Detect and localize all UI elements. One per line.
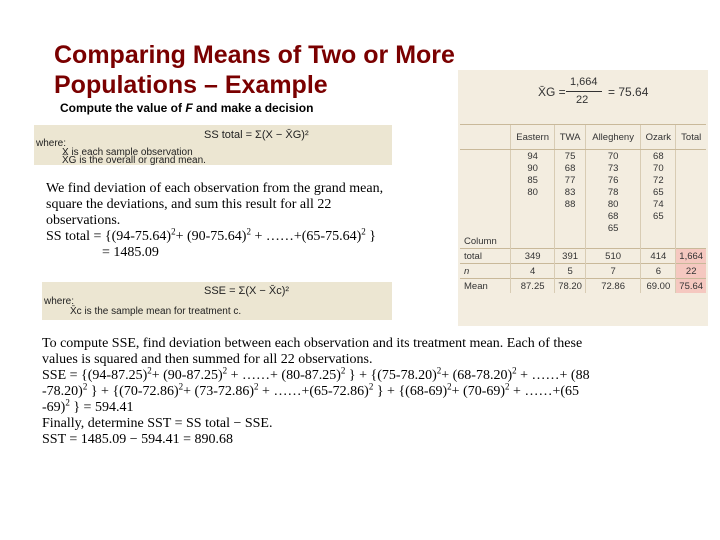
table-cell: 80 [511, 186, 555, 198]
eq-part: } + {(70-72.86) [87, 384, 179, 399]
table-cell [460, 174, 511, 186]
table-cell [555, 210, 586, 222]
sst-result: SST = 1485.09 − 594.41 = 890.68 [42, 432, 234, 447]
definition-grand-mean: X̄G is the overall or grand mean. [62, 155, 206, 166]
table-cell: 65 [641, 186, 676, 198]
table-cell: Mean [460, 279, 511, 294]
table-cell [460, 222, 511, 234]
table-cell: 70 [641, 162, 676, 174]
eq-exponent: 2 [340, 365, 346, 376]
table-cell [511, 222, 555, 234]
table-header: Eastern [511, 125, 555, 150]
table-cell: 1,664 [676, 249, 706, 264]
ss-total-explanation [46, 181, 446, 261]
subtitle-variable: F [185, 101, 193, 115]
table-row [460, 150, 706, 163]
summary-row-mean [460, 279, 706, 294]
table-cell: 7 [585, 264, 640, 279]
table-row [460, 210, 706, 222]
table-cell: 78.20 [555, 279, 586, 294]
table-cell: 75 [555, 150, 586, 163]
eq-exponent: 2 [246, 226, 251, 237]
slide-title [54, 40, 455, 100]
table-cell: 349 [511, 249, 555, 264]
table-cell: n [460, 264, 511, 279]
eq-exponent: 2 [447, 381, 452, 392]
eq-part: } + {(75-78.20) [345, 368, 437, 383]
table-cell [641, 222, 676, 234]
table-cell: 83 [555, 186, 586, 198]
eq-exponent: 2 [512, 365, 517, 376]
where-label: where: [44, 296, 75, 307]
eq-exponent: 2 [505, 381, 510, 392]
where-label: where: [36, 138, 67, 149]
grand-mean-value: = 75.64 [608, 85, 649, 99]
table-cell: 85 [511, 174, 555, 186]
table-row [460, 222, 706, 234]
table-row [460, 162, 706, 174]
table-cell: 510 [585, 249, 640, 264]
table-cell: 94 [511, 150, 555, 163]
eq-part: + (73-72.86) [183, 384, 255, 399]
table-cell: 75.64 [676, 279, 706, 294]
table-cell: 68 [555, 162, 586, 174]
summary-row-n [460, 264, 706, 279]
eq-part: } [365, 229, 376, 244]
table-cell [555, 222, 586, 234]
table-header: TWA [555, 125, 586, 150]
eq-exponent: 2 [436, 365, 442, 376]
table-cell [676, 162, 706, 174]
para1-line1: We find deviation of each observation from the grand mean, [46, 181, 384, 196]
table-cell [676, 150, 706, 163]
airline-data-table-image [458, 70, 708, 326]
title-line-2: Populations – Example [54, 71, 328, 99]
eq-part: + (70-69) [451, 384, 506, 399]
eq-part: + ……+(65-72.86) [258, 384, 369, 399]
eq-exponent: 2 [222, 365, 228, 376]
grand-mean-denominator: 22 [576, 94, 589, 106]
grand-mean-numerator: 1,664 [570, 76, 598, 88]
table-cell: 76 [585, 174, 640, 186]
table-cell: 5 [555, 264, 586, 279]
table-cell: 72 [641, 174, 676, 186]
eq-exponent: 2 [368, 381, 374, 392]
table-cell [460, 210, 511, 222]
eq-exponent: 2 [361, 226, 366, 237]
eq-exponent: 2 [254, 381, 259, 392]
table-row [460, 198, 706, 210]
eq-part: + (90-87.25) [151, 368, 223, 383]
eq-part: + (90-75.64) [175, 229, 247, 244]
subtitle-post: and make a decision [192, 101, 314, 115]
table-cell [676, 198, 706, 210]
table-cell: 4 [511, 264, 555, 279]
table-row [460, 174, 706, 186]
table-cell: 68 [585, 210, 640, 222]
eq-part: } = 594.41 [69, 400, 134, 415]
table-cell: 72.86 [585, 279, 640, 294]
subtitle-pre: Compute the value of [60, 101, 186, 115]
table-cell: 70 [585, 150, 640, 163]
table-cell: 68 [641, 150, 676, 163]
table-header: Allegheny [585, 125, 640, 150]
eq-part: SS total = {(94-75.64) [46, 229, 172, 244]
definition-treatment-mean: X̄c is the sample mean for treatment c. [70, 306, 242, 317]
table-cell [676, 222, 706, 234]
table-cell: 22 [676, 264, 706, 279]
sse-formula: SSE = Σ(X − X̄c)² [204, 285, 290, 297]
table-cell: 6 [641, 264, 676, 279]
eq-part: + ……+(65-75.64) [250, 229, 362, 244]
table-cell: total [460, 249, 511, 264]
table-header: Total [676, 125, 706, 150]
table-header [460, 125, 511, 150]
column-label-row [460, 234, 706, 249]
table-cell: 73 [585, 162, 640, 174]
definition-x: X is each sample observation [62, 147, 193, 158]
table-cell: 88 [555, 198, 586, 210]
para2-line2: values is squared and then summed for all 22 observations. [42, 352, 373, 367]
sse-equation-line3 [42, 397, 682, 416]
title-line-1: Comparing Means of Two or More [54, 41, 455, 69]
eq-part: } + {(68-69) [373, 384, 448, 399]
sse-explanation [42, 336, 682, 448]
eq-exponent: 2 [178, 381, 184, 392]
eq-part: + ……+ (88 [516, 368, 590, 383]
grand-mean-symbol: X̄G = [538, 85, 566, 99]
para1-line2: square the deviations, and sum this result for all 22 [46, 197, 332, 212]
eq-part: + ……+ (80-87.25) [227, 368, 341, 383]
eq-exponent: 2 [171, 226, 176, 237]
table-cell [460, 198, 511, 210]
table-cell: 65 [585, 222, 640, 234]
para2-line1: To compute SSE, find deviation between each observation and its treatment mean. Each of these [42, 336, 583, 351]
ss-total-equation [46, 226, 446, 245]
summary-row-total [460, 249, 706, 264]
table-cell: 87.25 [511, 279, 555, 294]
eq-part: + ……+(65 [509, 384, 579, 399]
table-row [460, 186, 706, 198]
table-cell [460, 150, 511, 163]
fraction-bar [566, 91, 602, 92]
sst-definition: Finally, determine SST = SS total − SSE. [42, 416, 273, 431]
table-header-row [460, 125, 706, 150]
ss-total-formula-image [34, 125, 392, 165]
table-header: Ozark [641, 125, 676, 150]
ss-total-formula: SS total = Σ(X − X̄G)² [204, 129, 309, 141]
table-cell: 90 [511, 162, 555, 174]
eq-part: -69) [42, 400, 66, 415]
para1-line3: observations. [46, 213, 121, 228]
table-cell [676, 174, 706, 186]
eq-part: -78.20) [42, 384, 83, 399]
table-cell [676, 186, 706, 198]
table-cell: 74 [641, 198, 676, 210]
table-cell [460, 162, 511, 174]
table-cell [460, 186, 511, 198]
table-cell [511, 198, 555, 210]
eq-part: SSE = {(94-87.25) [42, 368, 148, 383]
table-cell: 77 [555, 174, 586, 186]
table-cell: 65 [641, 210, 676, 222]
data-table [460, 124, 706, 293]
sse-formula-image [42, 282, 392, 320]
sse-equation-line1 [42, 365, 682, 384]
table-cell: 80 [585, 198, 640, 210]
eq-exponent: 2 [82, 381, 88, 392]
table-cell: 391 [555, 249, 586, 264]
table-cell: 414 [641, 249, 676, 264]
eq-part: + (68-78.20) [441, 368, 513, 383]
sse-equation-line2 [42, 381, 682, 400]
table-cell: 78 [585, 186, 640, 198]
column-label: Column [464, 235, 497, 247]
eq-exponent: 2 [65, 397, 70, 408]
table-cell [511, 210, 555, 222]
table-cell: 69.00 [641, 279, 676, 294]
subtitle [60, 101, 313, 115]
ss-total-result: = 1485.09 [102, 245, 159, 260]
eq-exponent: 2 [147, 365, 152, 376]
table-cell [676, 210, 706, 222]
